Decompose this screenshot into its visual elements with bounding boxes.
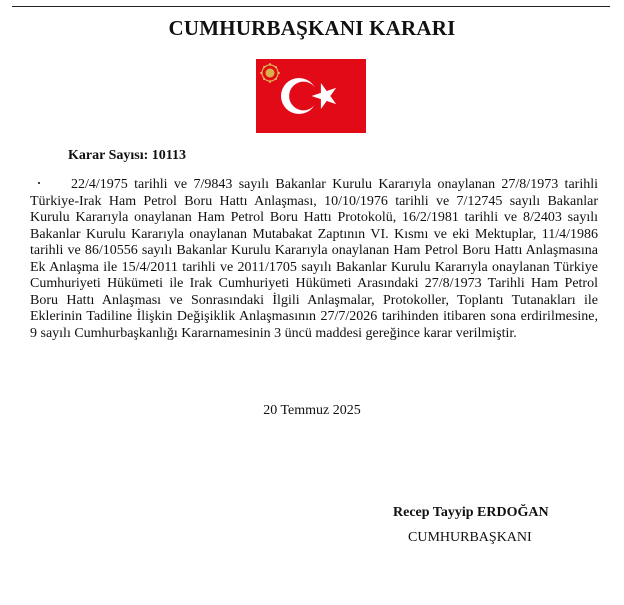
turkish-flag-icon <box>256 59 366 133</box>
signer-name: Recep Tayyip ERDOĞAN <box>393 505 549 520</box>
signer-title: CUMHURBAŞKANI <box>408 530 532 545</box>
page-title: CUMHURBAŞKANI KARARI <box>168 16 456 40</box>
decision-number: Karar Sayısı: 10113 <box>68 148 186 163</box>
decision-body-text: 22/4/1975 tarihli ve 7/9843 sayılı Bakanlar Kurulu Kararıyla onaylanan 27/8/1973 tarihli Türkiye-Irak Ham Petrol Boru Hattı Anlaşması, 10/10/1976 tarihli ve 7/12745 sayılı Bakanlar Kurulu Kararıyla onaylanan Ham Petrol Boru Hattı Protokolü, 16/2/1981 tarihli ve 8/2403 sayılı Bakanlar Kurulu Kararıyla onaylanan Mutabakat Zaptının VI. Kısmı ve eki Mektuplar, 11/4/1986 tarihli ve 86/10556 sayılı Bakanlar Kurulu Kararıyla onaylanan Ham Petrol Boru Hattı Anlaşmasına Ek Anlaşma ile 15/4/2011 tarihli ve 2011/1705 sayılı Bakanlar Kurulu Kararıyla onaylanan Türkiye Cumhuriyeti Hükümeti ile Irak Cumhuriyeti Hükümeti Arasındaki 27/8/1973 Tarihli Ham Petrol Boru Hattı Anlaşması ve Sonrasındaki İlgili Anlaşmalar, Protokoller, Toplantı Tutanakları ile Eklerinin Tadiline İlişkin Değişiklik Anlaşmasının 27/7/2026 tarihinden itibaren sona erdirilmesine, 9 sayılı Cumhurbaşkanlığı Kararnamesinin 3 üncü maddesi gereğince karar verilmiştir. <box>30 177 598 341</box>
top-divider <box>12 6 610 7</box>
flag-graphic <box>256 59 366 133</box>
decision-date: 20 Temmuz 2025 <box>263 403 361 418</box>
